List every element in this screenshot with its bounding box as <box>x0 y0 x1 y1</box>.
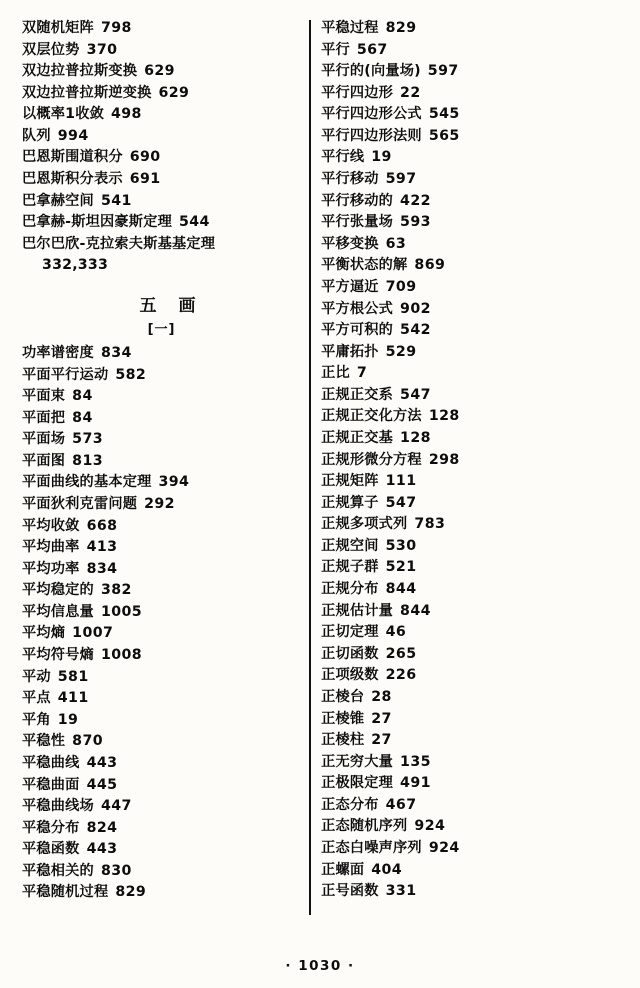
index-entry-term: 正项级数 <box>321 667 379 684</box>
index-entry-page: 413 <box>86 539 118 556</box>
index-entry-term: 平稳分布 <box>22 819 80 836</box>
index-entry-page: 28 <box>371 688 392 705</box>
index-entry-page: 798 <box>100 20 132 36</box>
left-column-entries-top <box>22 18 301 277</box>
index-entry-term: 平面束 <box>22 388 66 405</box>
index-entry-page: 1008 <box>100 647 143 664</box>
left-column-entries-bottom <box>22 343 301 904</box>
index-entry-term: 正规分布 <box>321 581 379 598</box>
index-entry-term: 双边拉普拉斯逆变换 <box>22 84 152 101</box>
index-entry <box>321 83 618 105</box>
index-entry-page: 994 <box>57 127 89 144</box>
index-entry-page: 545 <box>428 106 460 123</box>
index-entry <box>22 234 301 256</box>
index-entry-page: 265 <box>385 645 417 662</box>
index-entry-term: 平方根公式 <box>321 300 394 317</box>
index-entry-term: 平均稳定的 <box>22 582 94 599</box>
index-entry-term: 正棱柱 <box>321 732 365 749</box>
index-entry <box>22 602 301 624</box>
index-entry-term: 正规正交基 <box>321 429 394 446</box>
index-entry-term: 巴拿赫-斯坦因豪斯定理 <box>22 214 172 231</box>
index-entry-page: 447 <box>100 798 132 815</box>
index-entry-term: 平移变换 <box>321 235 379 252</box>
index-entry <box>22 40 301 62</box>
index-entry <box>321 299 618 321</box>
index-entry-page: 84 <box>72 388 93 405</box>
index-entry <box>22 126 301 148</box>
index-entry-term: 巴拿赫空间 <box>22 192 94 209</box>
index-entry-term: 正态白噪声序列 <box>321 839 422 856</box>
index-entry <box>22 61 301 83</box>
index-entry-page: 411 <box>57 690 89 707</box>
index-entry-page: 824 <box>86 819 118 836</box>
left-column <box>22 18 309 904</box>
index-entry-term: 平稳函数 <box>22 841 80 858</box>
index-entry-term: 正态随机序列 <box>321 818 408 835</box>
index-entry <box>321 234 618 256</box>
index-entry-term: 双层位势 <box>22 41 80 58</box>
index-entry-page: 491 <box>400 775 431 792</box>
index-entry-term: 巴尔巴欣-克拉索夫斯基基定理 <box>22 235 216 252</box>
index-entry <box>321 881 618 903</box>
index-entry-term: 正切函数 <box>321 645 379 662</box>
index-entry-page: 298 <box>428 451 460 468</box>
index-entry-page: 128 <box>400 429 431 446</box>
index-entry-term: 平稳性 <box>22 733 66 750</box>
index-entry <box>22 882 301 904</box>
index-entry-term: 平方可积的 <box>321 322 394 339</box>
index-entry-term: 平稳曲面 <box>22 776 80 793</box>
index-entry-page: 27 <box>371 732 392 749</box>
index-entry-term: 平行线 <box>321 149 365 166</box>
index-entry <box>321 385 618 407</box>
index-entry-term: 正比 <box>321 365 350 382</box>
index-entry <box>321 471 618 493</box>
index-entry-term: 平面场 <box>22 431 66 448</box>
index-entry-term: 平面曲线的基本定理 <box>22 474 152 491</box>
index-entry-page: 498 <box>111 106 142 123</box>
section-heading: 五画 <box>139 295 218 316</box>
index-entry-page: 521 <box>385 559 417 576</box>
index-entry <box>321 169 618 191</box>
index-entry <box>321 212 618 234</box>
index-entry-term: 双随机矩阵 <box>22 20 94 36</box>
index-entry-term: 正态分布 <box>321 796 379 813</box>
index-entry-page: 542 <box>400 322 431 339</box>
index-entry <box>321 147 618 169</box>
index-entry-page: 783 <box>414 516 446 533</box>
index-entry <box>321 601 618 623</box>
index-entry-term: 平均符号熵 <box>22 647 94 664</box>
right-column <box>321 18 618 903</box>
index-entry-page: 844 <box>385 581 417 598</box>
index-entry <box>22 537 301 559</box>
index-entry-term: 正极限定理 <box>321 775 394 792</box>
index-entry-page: 7 <box>356 365 368 382</box>
index-entry-term: 平面图 <box>22 452 66 469</box>
index-entry <box>22 623 301 645</box>
index-entry-page: 63 <box>385 235 407 252</box>
index-entry-page: 597 <box>427 63 459 80</box>
index-entry-term: 正号函数 <box>321 883 379 900</box>
index-entry <box>321 709 618 731</box>
index-entry-term: 平均信息量 <box>22 603 94 620</box>
index-entry <box>22 472 301 494</box>
index-entry <box>321 752 618 774</box>
index-entry-term: 正规正交系 <box>321 386 394 403</box>
index-entry-term: 巴恩斯围道积分 <box>22 149 123 166</box>
index-entry-page: 573 <box>72 431 103 448</box>
index-entry-page: 829 <box>115 884 147 901</box>
index-entry <box>22 494 301 516</box>
index-entry <box>321 126 618 148</box>
index-entry-page: 544 <box>178 214 210 231</box>
index-entry-page: 404 <box>371 861 403 878</box>
index-entry-page: 422 <box>400 192 431 209</box>
index-entry <box>22 83 301 105</box>
index-entry-term: 平均功率 <box>22 560 80 577</box>
index-entry <box>321 622 618 644</box>
index-entry <box>321 40 618 62</box>
index-entry <box>321 342 618 364</box>
index-entry <box>321 493 618 515</box>
index-entry-term: 正规形微分方程 <box>321 451 422 468</box>
index-entry-page: 582 <box>115 366 147 383</box>
index-entry-page: 924 <box>428 839 460 856</box>
index-entry-page: 331 <box>385 883 417 900</box>
index-entry <box>321 687 618 709</box>
index-entry-page: 829 <box>385 20 417 36</box>
index-entry-page: 22 <box>400 84 421 101</box>
index-entry <box>22 451 301 473</box>
index-entry-term: 平面狄利克雷问题 <box>22 495 138 512</box>
index-entry <box>22 580 301 602</box>
index-entry-term: 平方逼近 <box>321 278 379 295</box>
index-entry-page: 813 <box>72 452 103 469</box>
index-entry-page: 394 <box>158 474 190 491</box>
index-entry-page: 844 <box>400 602 431 619</box>
index-entry <box>321 816 618 838</box>
index-entry <box>22 343 301 365</box>
index-entry-term: 平行四边形法则 <box>321 127 422 144</box>
index-entry-page: 111 <box>385 473 417 490</box>
index-entry <box>22 191 301 213</box>
index-entry-page: 834 <box>100 344 132 361</box>
index-entry-term: 平稳过程 <box>321 20 379 36</box>
index-entry-term: 平稳曲线 <box>22 754 80 771</box>
index-entry-page: 19 <box>57 711 79 728</box>
index-entry-term: 正规子群 <box>321 559 379 576</box>
index-entry <box>22 429 301 451</box>
index-entry <box>22 861 301 883</box>
index-entry <box>22 818 301 840</box>
index-entry-term: 正规算子 <box>321 494 379 511</box>
index-entry-page: 567 <box>356 41 388 58</box>
index-entry-page: 668 <box>86 517 118 534</box>
index-entry <box>321 104 618 126</box>
index-entry-term: 巴恩斯积分表示 <box>22 171 123 188</box>
index-entry <box>321 557 618 579</box>
index-entry <box>22 667 301 689</box>
index-entry <box>321 579 618 601</box>
column-divider <box>309 20 311 915</box>
index-entry-term: 平动 <box>22 668 51 685</box>
index-entry <box>321 795 618 817</box>
index-entry-term: 正规空间 <box>321 537 379 554</box>
right-column-entries <box>321 18 618 903</box>
index-entry-term: 平行移动 <box>321 171 379 188</box>
index-entry <box>321 428 618 450</box>
index-entry-term: 平稳相关的 <box>22 862 94 879</box>
index-entry <box>22 169 301 191</box>
index-entry <box>22 839 301 861</box>
index-entry-page: 128 <box>428 408 460 425</box>
index-entry <box>22 710 301 732</box>
index-entry-term: 正规估计量 <box>321 602 394 619</box>
index-entry <box>321 406 618 428</box>
index-entry <box>22 147 301 169</box>
index-entry <box>321 450 618 472</box>
index-entry-page: 902 <box>400 300 431 317</box>
index-entry-page: 593 <box>400 214 431 231</box>
index-entry-page: 629 <box>144 63 175 80</box>
index-entry-term: 平行的(向量场) <box>321 63 421 80</box>
index-entry-term: 正无穷大量 <box>321 753 394 770</box>
index-entry <box>321 644 618 666</box>
index-entry-page: 46 <box>385 624 407 641</box>
index-entry-page: 691 <box>129 171 161 188</box>
index-entry-term: 平均曲率 <box>22 539 80 556</box>
index-entry-page: 1005 <box>100 603 143 620</box>
index-entry <box>321 320 618 342</box>
index-entry <box>22 104 301 126</box>
section-subheading: [一] <box>147 321 176 337</box>
index-entry-term: 平稳随机过程 <box>22 884 109 901</box>
index-entry-page: 629 <box>158 84 190 101</box>
index-entry-page: 834 <box>86 560 118 577</box>
index-entry-page: 830 <box>100 862 132 879</box>
index-entry-page: 529 <box>385 343 417 360</box>
index-entry-page: 547 <box>385 494 417 511</box>
index-entry <box>22 775 301 797</box>
index-entry <box>22 645 301 667</box>
index-entry <box>22 386 301 408</box>
index-entry-term: 平均收敛 <box>22 517 80 534</box>
index-entry-page: 597 <box>385 171 417 188</box>
index-entry-term: 平稳曲线场 <box>22 798 94 815</box>
index-entry-term: 正螺面 <box>321 861 365 878</box>
index-entry <box>321 61 618 83</box>
index-entry-term: 平行四边形 <box>321 84 394 101</box>
index-entry <box>321 18 618 40</box>
index-entry <box>321 773 618 795</box>
index-entry-term: 功率谱密度 <box>22 344 94 361</box>
index-entry-page: 709 <box>385 278 417 295</box>
index-entry-term: 332,333 <box>42 257 109 274</box>
index-entry-page: 443 <box>86 841 118 858</box>
index-entry <box>22 753 301 775</box>
index-entry-term: 正棱锥 <box>321 710 365 727</box>
index-entry-term: 正棱台 <box>321 688 365 705</box>
index-entry-term: 双边拉普拉斯变换 <box>22 63 138 80</box>
index-entry <box>22 688 301 710</box>
index-entry <box>22 408 301 430</box>
index-entry-page: 19 <box>371 149 392 166</box>
index-entry-page: 541 <box>100 192 132 209</box>
index-entry <box>321 665 618 687</box>
index-entry <box>22 212 301 234</box>
index-entry-term: 正切定理 <box>321 624 379 641</box>
index-entry-term: 平行 <box>321 41 350 58</box>
index-entry <box>321 255 618 277</box>
index-entry-term: 平衡状态的解 <box>321 257 408 274</box>
index-entry-page: 27 <box>371 710 392 727</box>
index-entry-page: 370 <box>86 41 118 58</box>
index-entry-page: 443 <box>86 754 118 771</box>
index-entry-page: 547 <box>400 386 431 403</box>
index-entry-term: 平行张量场 <box>321 214 394 231</box>
index-entry-page: 135 <box>400 753 431 770</box>
index-entry <box>22 559 301 581</box>
index-entry-page: 382 <box>100 582 132 599</box>
index-entry <box>321 277 618 299</box>
index-entry <box>22 796 301 818</box>
index-entry-term: 平庸拓扑 <box>321 343 379 360</box>
index-entry-page: 467 <box>385 796 417 813</box>
two-column-layout <box>22 18 618 918</box>
index-entry <box>321 514 618 536</box>
index-entry-page: 530 <box>385 537 417 554</box>
index-entry <box>22 255 301 277</box>
index-entry <box>321 730 618 752</box>
index-entry-term: 正规矩阵 <box>321 473 379 490</box>
index-entry-term: 平面把 <box>22 409 66 426</box>
index-entry-term: 平面平行运动 <box>22 366 109 383</box>
index-entry <box>22 365 301 387</box>
index-entry <box>321 536 618 558</box>
index-entry-page: 869 <box>414 257 446 274</box>
index-entry <box>22 731 301 753</box>
index-entry-page: 690 <box>129 149 161 166</box>
index-entry-term: 正规多项式列 <box>321 516 408 533</box>
index-entry-term: 平点 <box>22 690 51 707</box>
index-entry-page: 292 <box>144 495 175 512</box>
index-entry-term: 平行四边形公式 <box>321 106 422 123</box>
index-entry-page: 581 <box>57 668 89 685</box>
index-entry-page: 870 <box>72 733 103 750</box>
index-entry <box>321 191 618 213</box>
index-entry <box>321 838 618 860</box>
page-number: · 1030 · <box>285 958 355 974</box>
index-entry <box>22 516 301 538</box>
index-entry-page: 565 <box>428 127 460 144</box>
index-entry-term: 以概率1收敛 <box>22 106 105 123</box>
index-entry-page: 1007 <box>72 625 114 642</box>
index-entry-page: 84 <box>72 409 93 426</box>
index-entry-page: 226 <box>385 667 417 684</box>
index-entry <box>321 363 618 385</box>
index-entry-term: 正规正交化方法 <box>321 408 422 425</box>
index-entry-term: 平行移动的 <box>321 192 394 209</box>
index-entry <box>321 860 618 882</box>
index-entry-page: 924 <box>414 818 446 835</box>
index-entry <box>22 18 301 40</box>
index-entry-term: 平均熵 <box>22 625 66 642</box>
index-entry-term: 队列 <box>22 127 51 144</box>
index-entry-term: 平角 <box>22 711 51 728</box>
index-entry-page: 445 <box>86 776 118 793</box>
